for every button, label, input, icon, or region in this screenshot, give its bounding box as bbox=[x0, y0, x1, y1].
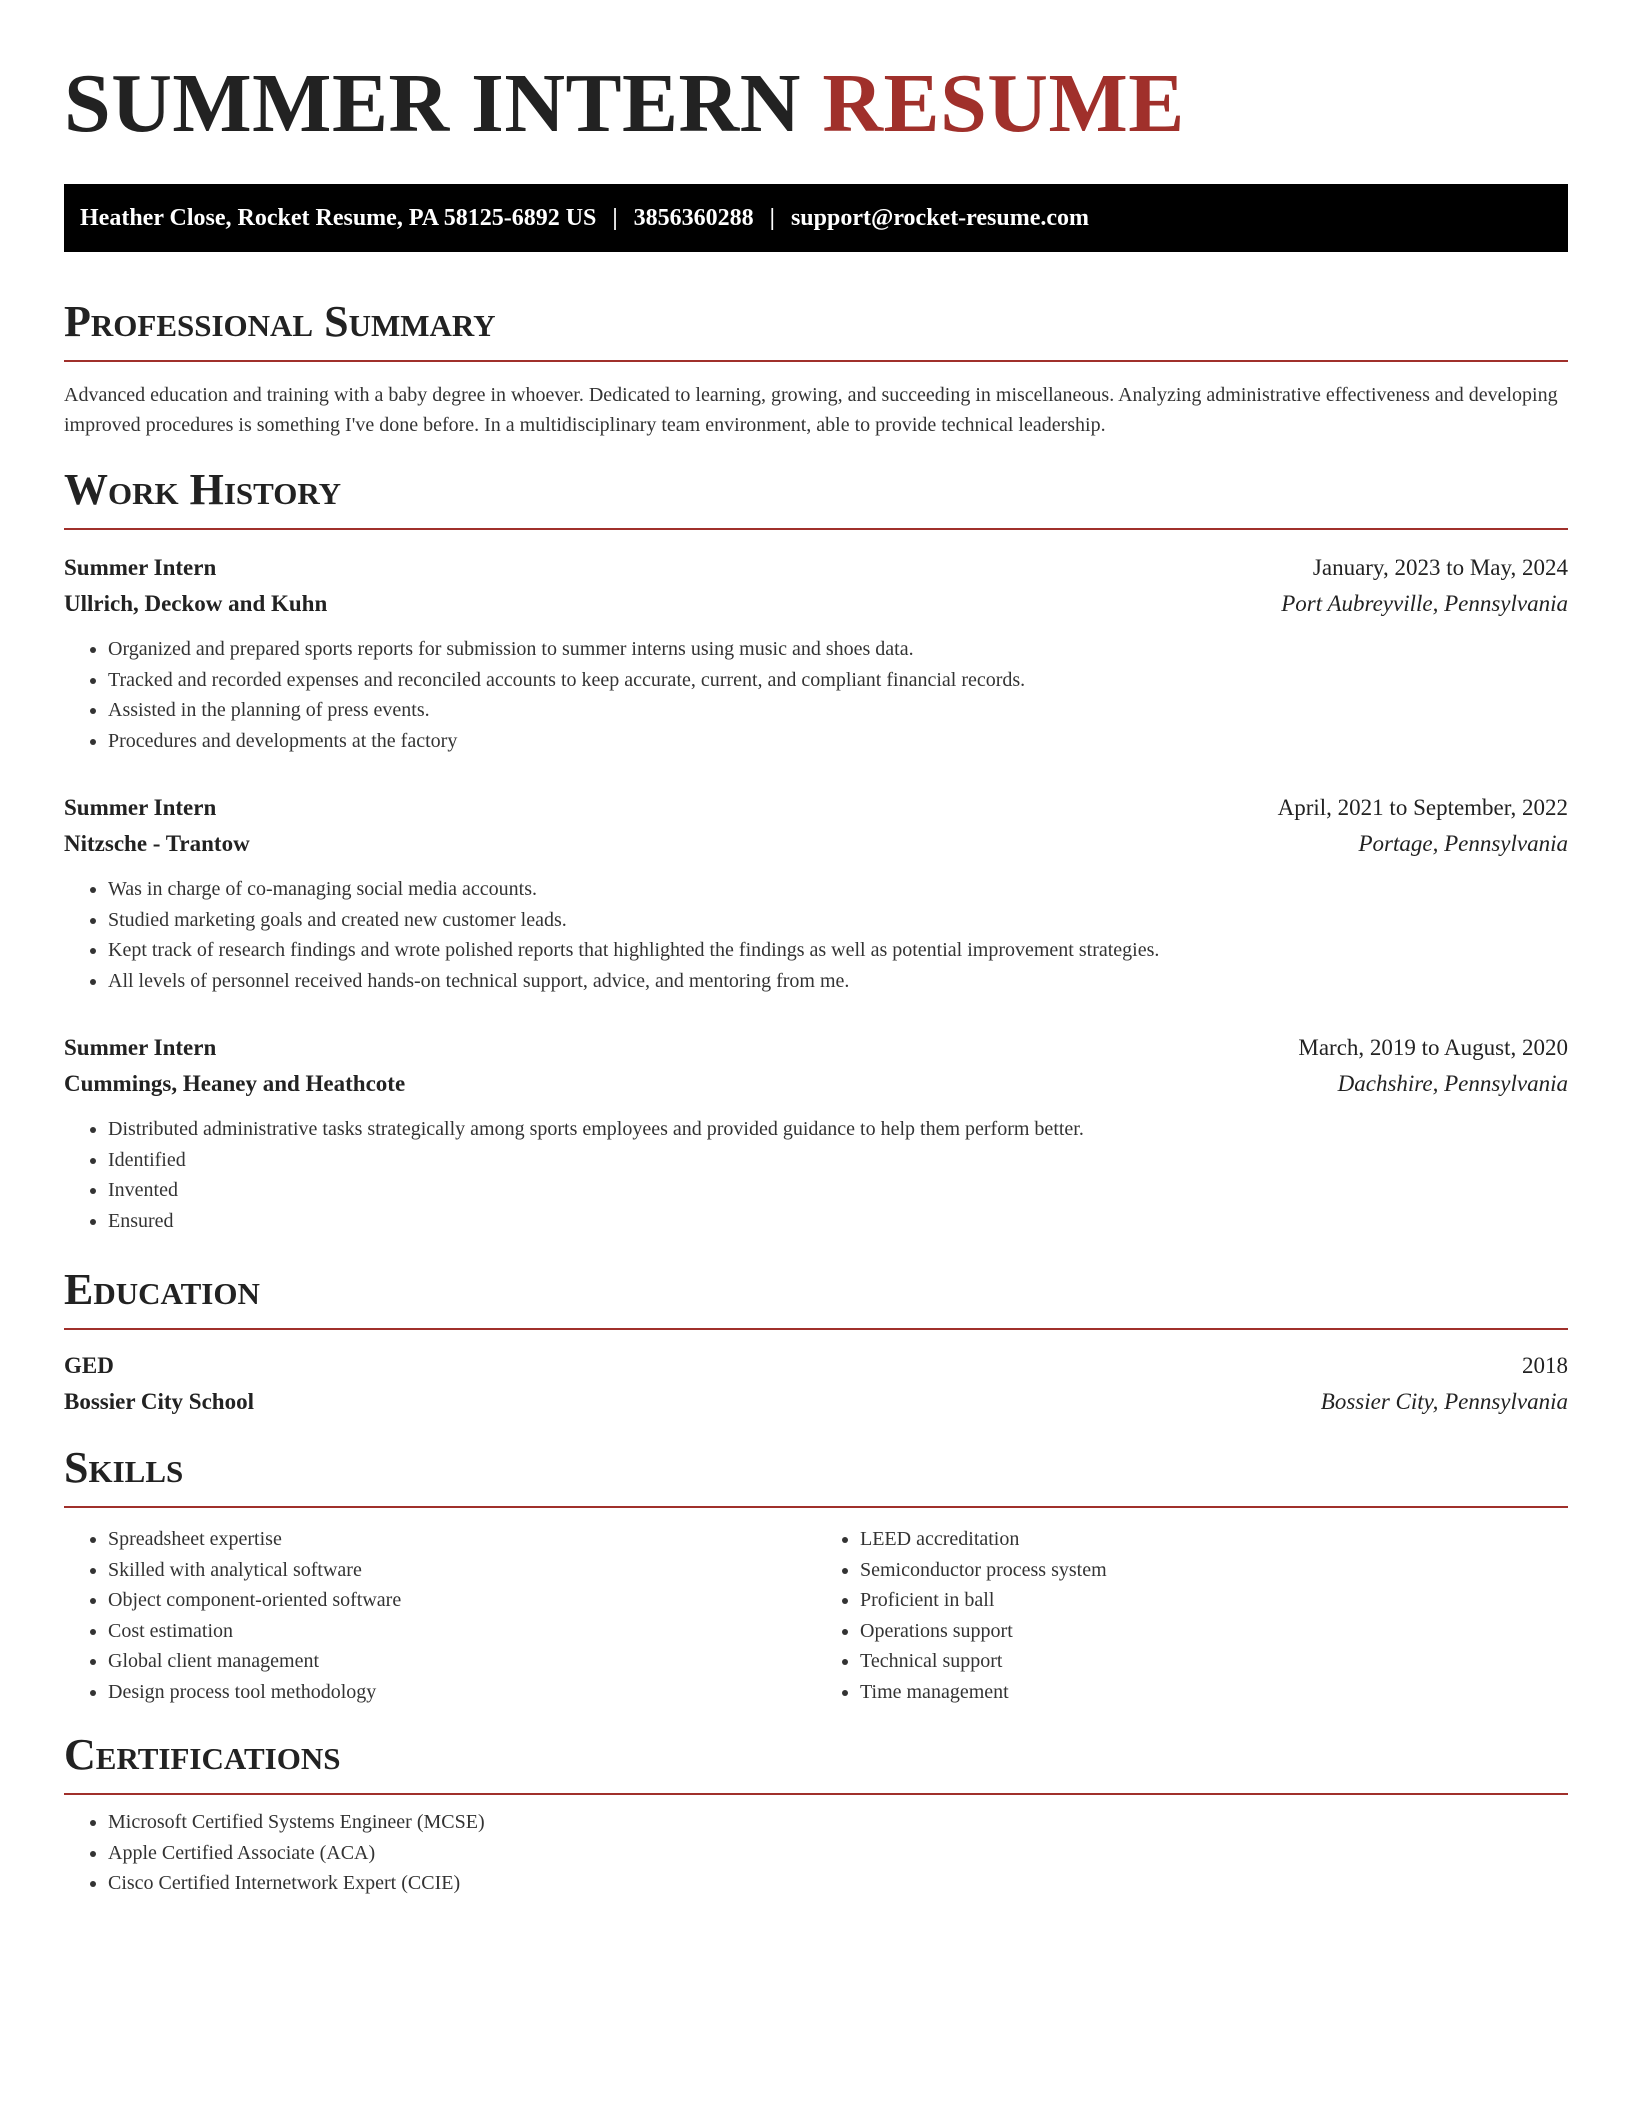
job-bullets bbox=[64, 634, 1568, 756]
job-company: Cummings, Heaney and Heathcote bbox=[64, 1071, 406, 1096]
job-title-row bbox=[64, 550, 1568, 586]
contact-separator: | bbox=[769, 204, 775, 231]
skills-list bbox=[64, 1524, 816, 1707]
title-accent: RESUME bbox=[822, 57, 1185, 150]
skill-item: • Design process tool methodology bbox=[108, 1677, 816, 1708]
job-location: Port Aubreyville, Pennsylvania bbox=[1281, 591, 1568, 616]
education-school: Bossier City School bbox=[64, 1389, 254, 1414]
skills-heading: Skills bbox=[64, 1442, 1568, 1508]
skill-item: • Proficient in ball bbox=[860, 1585, 1568, 1616]
skill-item: • Time management bbox=[860, 1677, 1568, 1708]
skill-item: • Cost estimation bbox=[108, 1616, 816, 1647]
title-main: SUMMER INTERN bbox=[64, 57, 801, 150]
job-entry bbox=[64, 790, 1568, 996]
skill-item: • Skilled with analytical software bbox=[108, 1555, 816, 1586]
education-degree-row bbox=[64, 1348, 1568, 1384]
skill-item: • Operations support bbox=[860, 1616, 1568, 1647]
job-dates: March, 2019 to August, 2020 bbox=[1298, 1035, 1568, 1060]
contact-address: Heather Close, Rocket Resume, PA 58125-6892 US bbox=[80, 204, 597, 231]
certifications-heading: Certifications bbox=[64, 1729, 1568, 1795]
certification-item: • Cisco Certified Internetwork Expert (CCIE) bbox=[108, 1868, 1568, 1899]
education-heading: Education bbox=[64, 1264, 1568, 1330]
education-entry bbox=[64, 1348, 1568, 1420]
skill-item: • Object component-oriented software bbox=[108, 1585, 816, 1616]
job-company: Nitzsche - Trantow bbox=[64, 831, 250, 856]
skill-item: • Technical support bbox=[860, 1646, 1568, 1677]
education-year: 2018 bbox=[1522, 1353, 1568, 1378]
job-entry bbox=[64, 550, 1568, 756]
job-company-row bbox=[64, 826, 1568, 862]
summary-heading: Professional Summary bbox=[64, 296, 1568, 362]
certifications-section bbox=[64, 1729, 1568, 1899]
education-section bbox=[64, 1264, 1568, 1420]
work-history-heading: Work History bbox=[64, 464, 1568, 530]
contact-phone: 3856360288 bbox=[633, 204, 754, 231]
job-bullets bbox=[64, 1114, 1568, 1236]
job-bullet: • Ensured bbox=[108, 1206, 1568, 1237]
skills-list bbox=[816, 1524, 1568, 1707]
job-dates: April, 2021 to September, 2022 bbox=[1277, 795, 1568, 820]
job-bullet: • Identified bbox=[108, 1145, 1568, 1176]
education-location: Bossier City, Pennsylvania bbox=[1320, 1389, 1568, 1414]
job-bullet: • Organized and prepared sports reports for submission to summer interns using music and shoes data. bbox=[108, 634, 1568, 665]
job-title-row bbox=[64, 790, 1568, 826]
job-bullet: • Kept track of research findings and wrote polished reports that highlighted the findings as well as potential improvement strategies. bbox=[108, 935, 1568, 966]
job-title: Summer Intern bbox=[64, 1035, 217, 1060]
job-bullet: • Assisted in the planning of press events. bbox=[108, 695, 1568, 726]
summary-text: Advanced education and training with a baby degree in whoever. Dedicated to learning, growing, and succeeding in miscellaneous. Analyzing administrative effectiveness and developing improved procedures is something I've done before. In a multidisciplinary team environment, able to provide technical leadership. bbox=[64, 384, 1558, 436]
job-bullet: • Invented bbox=[108, 1175, 1568, 1206]
work-history-section bbox=[64, 464, 1568, 1236]
job-company-row bbox=[64, 1066, 1568, 1102]
job-bullet: • All levels of personnel received hands-on technical support, advice, and mentoring from me. bbox=[108, 966, 1568, 997]
education-school-row bbox=[64, 1384, 1568, 1420]
contact-email: support@rocket-resume.com bbox=[790, 204, 1090, 231]
skills-section bbox=[64, 1442, 1568, 1707]
skills-column-left bbox=[64, 1524, 816, 1707]
skills-column-right bbox=[816, 1524, 1568, 1707]
skill-item: • Global client management bbox=[108, 1646, 816, 1677]
contact-bar bbox=[64, 184, 1568, 252]
skill-item: • LEED accreditation bbox=[860, 1524, 1568, 1555]
job-title: Summer Intern bbox=[64, 555, 217, 580]
job-company-row bbox=[64, 586, 1568, 622]
job-bullets bbox=[64, 874, 1568, 996]
job-dates: January, 2023 to May, 2024 bbox=[1312, 555, 1568, 580]
education-degree: GED bbox=[64, 1353, 114, 1378]
certification-item: • Microsoft Certified Systems Engineer (MCSE) bbox=[108, 1807, 1568, 1838]
job-bullet: • Was in charge of co-managing social media accounts. bbox=[108, 874, 1568, 905]
certification-item: • Apple Certified Associate (ACA) bbox=[108, 1838, 1568, 1869]
job-location: Portage, Pennsylvania bbox=[1358, 831, 1568, 856]
job-bullet: • Procedures and developments at the factory bbox=[108, 726, 1568, 757]
job-bullet: • Tracked and recorded expenses and reconciled accounts to keep accurate, current, and compliant financial records. bbox=[108, 665, 1568, 696]
certifications-list bbox=[64, 1807, 1568, 1899]
job-location: Dachshire, Pennsylvania bbox=[1337, 1071, 1568, 1096]
job-bullet: • Distributed administrative tasks strategically among sports employees and provided guidance to help them perform better. bbox=[108, 1114, 1568, 1145]
job-entry bbox=[64, 1030, 1568, 1236]
job-title: Summer Intern bbox=[64, 795, 217, 820]
summary-section bbox=[64, 296, 1568, 440]
job-bullet: • Studied marketing goals and created new customer leads. bbox=[108, 905, 1568, 936]
skill-item: • Spreadsheet expertise bbox=[108, 1524, 816, 1555]
skill-item: • Semiconductor process system bbox=[860, 1555, 1568, 1586]
resume-title bbox=[64, 56, 1568, 152]
job-title-row bbox=[64, 1030, 1568, 1066]
job-company: Ullrich, Deckow and Kuhn bbox=[64, 591, 328, 616]
skills-grid bbox=[64, 1524, 1568, 1707]
contact-separator: | bbox=[612, 204, 618, 231]
